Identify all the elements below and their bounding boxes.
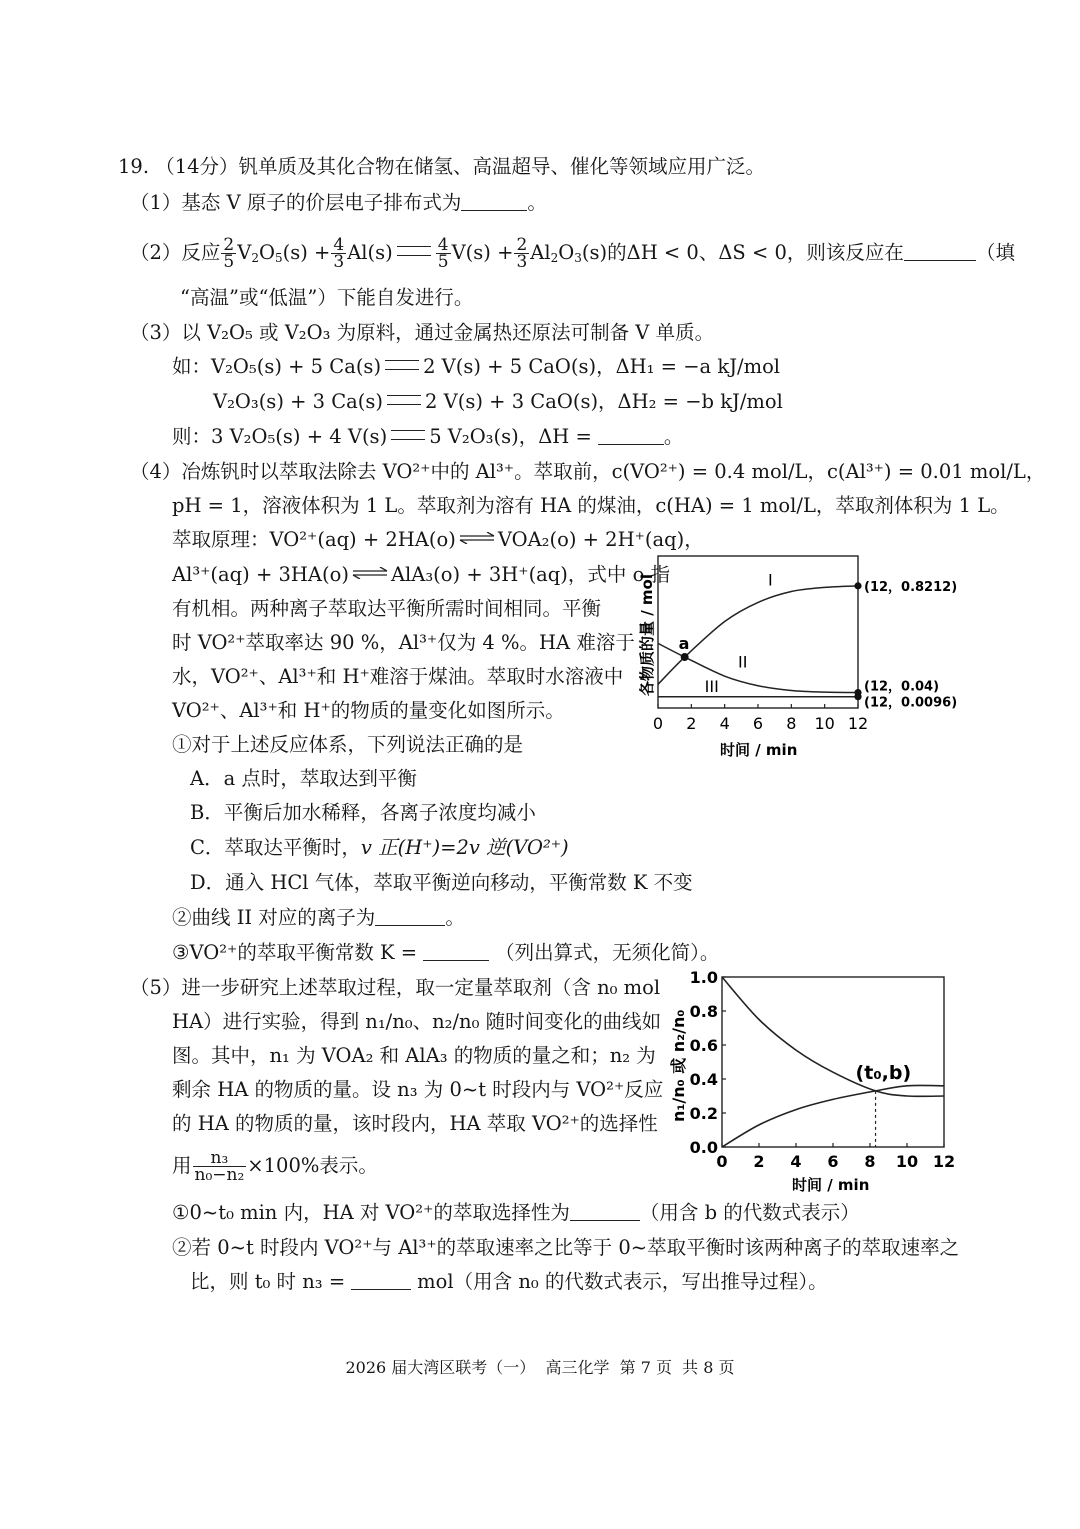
chart2-y-tick-label: 0.2	[689, 1104, 718, 1123]
q4-option-b[interactable]: B．平衡后加水稀释，各离子浓度均减小	[190, 801, 536, 824]
chart2-y-tick-label: 1.0	[689, 968, 718, 987]
q4-sub3-a: ③VO²⁺的萃取平衡常数 K =	[172, 941, 418, 964]
selectivity-fraction	[193, 1150, 247, 1183]
q2-text: （2）反应 $\frac{2}{5}$ $V_2O_5(s)$ + $\frac{4}{3}$ Al(s) $\frac{4}{5}$ V(s) + $\frac{2}{3}$ $Al_2O_3(s)$的ΔH < 0、ΔS < 0，则该反应在 （填	[130, 235, 1015, 272]
chart1-x-tick-label: 10	[814, 714, 835, 733]
q4-line3-b: VOA₂(o) + 2H⁺(aq)，	[497, 528, 704, 551]
q4-sub2-end: 。	[445, 906, 465, 929]
q3-equation-3	[172, 425, 683, 449]
fraction-numerator: n₃	[193, 1150, 247, 1167]
q4-option-a[interactable]: A．a 点时，萃取达到平衡	[190, 767, 417, 790]
q5-sub2-answer-blank[interactable]	[351, 1271, 411, 1290]
q5-sub1-a: ①0~t₀ min 内，HA 对 VO²⁺的萃取选择性为	[172, 1201, 570, 1224]
fraction: $\frac{4}{5}$	[437, 235, 449, 272]
q5-line6-b: ×100%表示。	[247, 1154, 378, 1177]
q4-option-c-a: C．萃取达平衡时，	[190, 836, 361, 859]
chart1-endpoint	[854, 582, 861, 589]
chart2-x-tick-label: 0	[716, 1152, 728, 1171]
fraction-denominator: n₀−n₂	[194, 1165, 245, 1185]
q4-sub2	[172, 906, 465, 930]
q5-line6-a: 用	[172, 1154, 192, 1177]
q4-sub3	[172, 941, 719, 965]
q4-line7: 水，VO²⁺、Al³⁺和 H⁺难溶于煤油。萃取时水溶液中	[172, 665, 624, 688]
q4-line8: VO²⁺、Al³⁺和 H⁺的物质的量变化如图所示。	[172, 699, 565, 722]
chart2-ylabel: n₁/n₀ 或 n₂/n₀	[669, 1009, 688, 1122]
chart2-t0-annotation: (t₀,b)	[855, 1061, 912, 1084]
q4-line4-b: AlA₃(o) + 3H⁺(aq)，式中 o 指	[390, 563, 671, 586]
chart1-x-tick-label: 2	[686, 714, 697, 733]
chart1-x-tick-label: 4	[719, 714, 730, 733]
chart2-x-tick-label: 12	[932, 1152, 956, 1171]
chart1-x-tick-label: 0	[652, 714, 664, 733]
chart-ion-amount-vs-time	[628, 548, 958, 763]
page-footer: 2026 届大湾区联考（一） 高三化学 第 7 页 共 8 页	[345, 1358, 735, 1377]
q5-line6	[172, 1146, 378, 1186]
chart-n-ratio-vs-time	[660, 962, 960, 1202]
q3-line1: （3）以 V₂O₅ 或 V₂O₃ 为原料，通过金属热还原法可制备 V 单质。	[130, 321, 715, 344]
q4-sub2-answer-blank[interactable]	[375, 907, 445, 926]
q5-line2: HA）进行实验，得到 n₁/n₀、n₂/n₀ 随时间变化的曲线如	[172, 1010, 662, 1033]
chart1-xlabel: 时间 / min	[720, 741, 798, 759]
equals-sign	[387, 395, 421, 405]
q4-line1: （4）冶炼钒时以萃取法除去 VO²⁺中的 Al³⁺。萃取前，c(VO²⁺) = 0.4 mol/L，c(Al³⁺) = 0.01 mol/L，	[130, 460, 1046, 483]
q2-prefix: （2）反应	[130, 241, 221, 264]
q5-line1: （5）进一步研究上述萃取过程，取一定量萃取剂（含 n₀ mol	[130, 976, 661, 999]
q5-sub2-b: mol（用含 n₀ 的代数式表示，写出推导过程）。	[417, 1270, 828, 1293]
chart1-point-a	[681, 653, 689, 661]
q4-line4-a: Al³⁺(aq) + 3HA(o)	[172, 563, 349, 586]
chart1-curve-I-label: I	[768, 570, 773, 590]
equilibrium-arrow-icon	[459, 532, 495, 544]
q3-eq1-prefix: 如：	[172, 355, 212, 378]
chart2-x-tick-label: 10	[895, 1152, 919, 1171]
fraction: $\frac{2}{3}$	[516, 235, 528, 272]
q4-sub3-answer-blank[interactable]	[423, 942, 489, 961]
q2-answer-blank[interactable]	[904, 242, 976, 261]
equals-sign	[391, 430, 425, 440]
q2-line2: “高温”或“低温”）下能自发进行。	[180, 286, 474, 309]
q1-answer-blank[interactable]	[461, 192, 527, 211]
equals-sign	[385, 360, 419, 370]
chart2-xlabel: 时间 / min	[792, 1176, 870, 1194]
chart1-ylabel: 各物质的量 / mol	[638, 573, 656, 696]
q5-line5: 的 HA 的物质的量，该时段内，HA 萃取 VO²⁺的选择性	[172, 1112, 658, 1135]
q4-line3-a: 萃取原理：VO²⁺(aq) + 2HA(o)	[172, 528, 456, 551]
q5-sub2-line2	[190, 1270, 828, 1294]
chart1-curve-II-label: II	[738, 652, 748, 672]
chart1-point-a-label: a	[678, 634, 690, 654]
q4-sub2-stem: ②曲线 II 对应的离子为	[172, 906, 376, 929]
chart2-y-tick-label: 0.6	[689, 1036, 718, 1055]
q4-line3	[172, 528, 704, 552]
q5-sub1-b: （用含 b 的代数式表示）	[639, 1201, 860, 1224]
q5-line4: 剩余 HA 的物质的量。设 n₃ 为 0~t 时段内与 VO²⁺反应	[172, 1078, 664, 1101]
q3-eq1-right: 2 V(s) + 5 CaO(s)，ΔH₁ = −a kJ/mol	[423, 355, 781, 378]
q3-eq1-left: V₂O₅(s) + 5 Ca(s)	[211, 355, 382, 378]
chart2-x-tick-label: 4	[790, 1152, 802, 1171]
chart2-y-tick-label: 0.4	[689, 1070, 718, 1089]
q4-sub3-b: （列出算式，无须化简）。	[495, 941, 720, 964]
chart2-curve-n1	[722, 1085, 944, 1147]
q5-sub2-line1: ②若 0~t 时段内 VO²⁺与 Al³⁺的萃取速率之比等于 0~萃取平衡时该两种离子的萃取速率之	[172, 1236, 960, 1259]
q2-tail: （填	[975, 241, 1015, 264]
q5-sub1	[172, 1201, 860, 1225]
q3-eq3-prefix: 则：3 V₂O₅(s) + 4 V(s)	[172, 425, 388, 448]
q5-sub1-answer-blank[interactable]	[570, 1202, 640, 1221]
q3-equation-1	[172, 355, 780, 379]
q4-line6: 时 VO²⁺萃取率达 90 %，Al³⁺仅为 4 %。HA 难溶于	[172, 631, 635, 654]
chart2-x-tick-label: 8	[864, 1152, 876, 1171]
q1-text	[130, 191, 547, 215]
chart1-x-tick-label: 8	[786, 714, 797, 733]
q3-answer-blank[interactable]	[598, 426, 664, 445]
q3-eq2-right: 2 V(s) + 3 CaO(s)，ΔH₂ = −b kJ/mol	[425, 390, 783, 413]
q2-suffix: 的ΔH < 0、ΔS < 0，则该反应在	[607, 241, 904, 264]
chart2-x-tick-label: 6	[827, 1152, 839, 1171]
equals-sign	[397, 246, 431, 256]
q5-sub2-a: 比，则 t₀ 时 n₃ =	[190, 1270, 346, 1293]
q4-sub1: ①对于上述反应体系，下列说法正确的是	[172, 733, 524, 756]
chart1-endpoint-label: (12，0.0096)	[864, 695, 958, 711]
chart1-endpoint-label: (12，0.04)	[864, 679, 940, 695]
q3-equation-2	[213, 390, 783, 414]
q1-end: 。	[527, 191, 547, 214]
chart2-y-tick-label: 0.8	[689, 1002, 718, 1021]
chart1-x-tick-label: 12	[847, 714, 869, 733]
q4-line5: 有机相。两种离子萃取达平衡所需时间相同。平衡	[172, 597, 602, 620]
chart2-y-tick-label: 0.0	[689, 1138, 718, 1157]
fraction: $\frac{2}{5}$	[223, 235, 235, 272]
q3-end: 。	[663, 425, 684, 448]
chart1-endpoint-label: (12，0.8212)	[864, 579, 958, 595]
chart2-x-tick-label: 2	[753, 1152, 765, 1171]
chart1-endpoint	[854, 693, 861, 700]
chart1-curve-III-label: III	[704, 676, 719, 696]
equilibrium-arrow-icon	[352, 567, 388, 579]
q4-option-c[interactable]	[190, 836, 569, 860]
question-title: 19. （14分）钒单质及其化合物在储氢、高温超导、催化等领域应用广泛。	[118, 155, 766, 178]
q3-eq3-right: 5 V₂O₃(s)，ΔH =	[429, 425, 592, 448]
q4-line4	[172, 563, 670, 587]
fraction: $\frac{4}{3}$	[333, 235, 345, 272]
q3-eq2-left: V₂O₃(s) + 3 Ca(s)	[213, 390, 384, 413]
chart1-x-tick-label: 6	[752, 714, 764, 733]
q5-line3: 图。其中，n₁ 为 VOA₂ 和 AlA₃ 的物质的量之和；n₂ 为	[172, 1044, 656, 1067]
q4-option-c-b: v 正(H⁺)=2v 逆(VO²⁺)	[360, 836, 569, 859]
q4-line2: pH = 1，溶液体积为 1 L。萃取剂为溶有 HA 的煤油，c(HA) = 1 mol/L，萃取剂体积为 1 L。	[172, 494, 1010, 517]
q1-stem: （1）基态 V 原子的价层电子排布式为	[130, 191, 462, 214]
q4-option-d[interactable]: D．通入 HCl 气体，萃取平衡逆向移动，平衡常数 K 不变	[190, 871, 693, 894]
